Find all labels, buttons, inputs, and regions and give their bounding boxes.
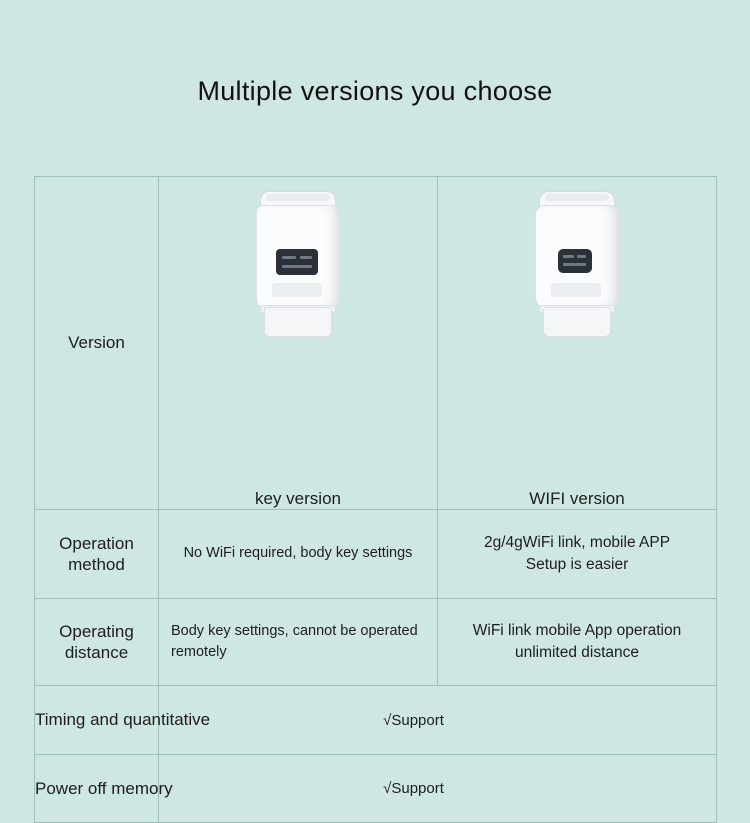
table-row-operating-distance <box>35 599 717 686</box>
row-label-timing: Timing and quantitative <box>35 686 159 755</box>
comparison-table-wrapper <box>34 176 716 798</box>
cell-power-off-memory-support <box>159 755 717 823</box>
key-operation-method-text: No WiFi required, body key settings <box>183 545 413 562</box>
wifi-version-label: WIFI version <box>529 489 625 508</box>
feeder-chute <box>272 283 322 297</box>
key-version-content <box>159 177 437 509</box>
cell-wifi-version <box>438 177 717 510</box>
cell-key-operation-method <box>159 510 438 599</box>
timing-support-value: √Support <box>383 711 444 729</box>
row-label-version <box>35 177 159 510</box>
feeder-chute <box>551 283 601 297</box>
screen-line <box>282 265 312 268</box>
table-row-power-off-memory <box>35 755 717 823</box>
screen-line <box>300 256 312 259</box>
wifi-operating-distance-line1: WiFi link mobile App operation <box>472 621 682 639</box>
pet-feeder-wifi-version-icon <box>529 191 625 337</box>
row-label-operating-distance <box>35 599 159 686</box>
screen-line <box>282 256 296 259</box>
cell-key-operating-distance <box>159 599 438 686</box>
screen-line <box>563 263 586 266</box>
row-label-power-off-memory: Power off memory <box>35 755 159 823</box>
wifi-operation-method-line1: 2g/4gWiFi link, mobile APP <box>483 533 671 551</box>
power-off-memory-support-value: √Support <box>383 780 444 797</box>
table-row-operation-method <box>35 510 717 599</box>
feeder-display-screen <box>558 249 592 273</box>
key-version-label: key version <box>255 489 341 508</box>
page-title: Multiple versions you choose <box>197 76 553 106</box>
table-row-version <box>35 177 717 510</box>
version-comparison-table <box>34 176 717 823</box>
pet-feeder-key-version-icon <box>250 191 346 337</box>
screen-line <box>563 255 574 258</box>
row-label-operating-distance-line1: Operating <box>59 621 134 641</box>
screen-line <box>577 255 586 258</box>
feeder-bowl <box>264 307 332 337</box>
row-label-operation-method-line2: method <box>68 555 125 574</box>
row-label-operating-distance-line2: distance <box>64 643 129 662</box>
cell-wifi-operating-distance <box>438 599 717 686</box>
row-label-operation-method <box>35 510 159 599</box>
feeder-display-screen <box>276 249 318 275</box>
row-label-operation-method-line1: Operation <box>59 533 134 553</box>
feeder-lid-shade <box>545 194 609 201</box>
key-operating-distance-text: Body key settings, cannot be operated remotely <box>171 622 418 660</box>
wifi-version-content <box>438 177 716 509</box>
cell-timing-support <box>159 686 717 755</box>
wifi-operation-method-line2: Setup is easier <box>525 556 629 573</box>
table-row-timing <box>35 686 717 755</box>
cell-key-version <box>159 177 438 510</box>
feeder-bowl <box>543 307 611 337</box>
feeder-lid-shade <box>266 194 330 201</box>
cell-wifi-operation-method <box>438 510 717 599</box>
row-label-version-text: Version <box>68 333 125 353</box>
wifi-operating-distance-line2: unlimited distance <box>514 644 640 661</box>
